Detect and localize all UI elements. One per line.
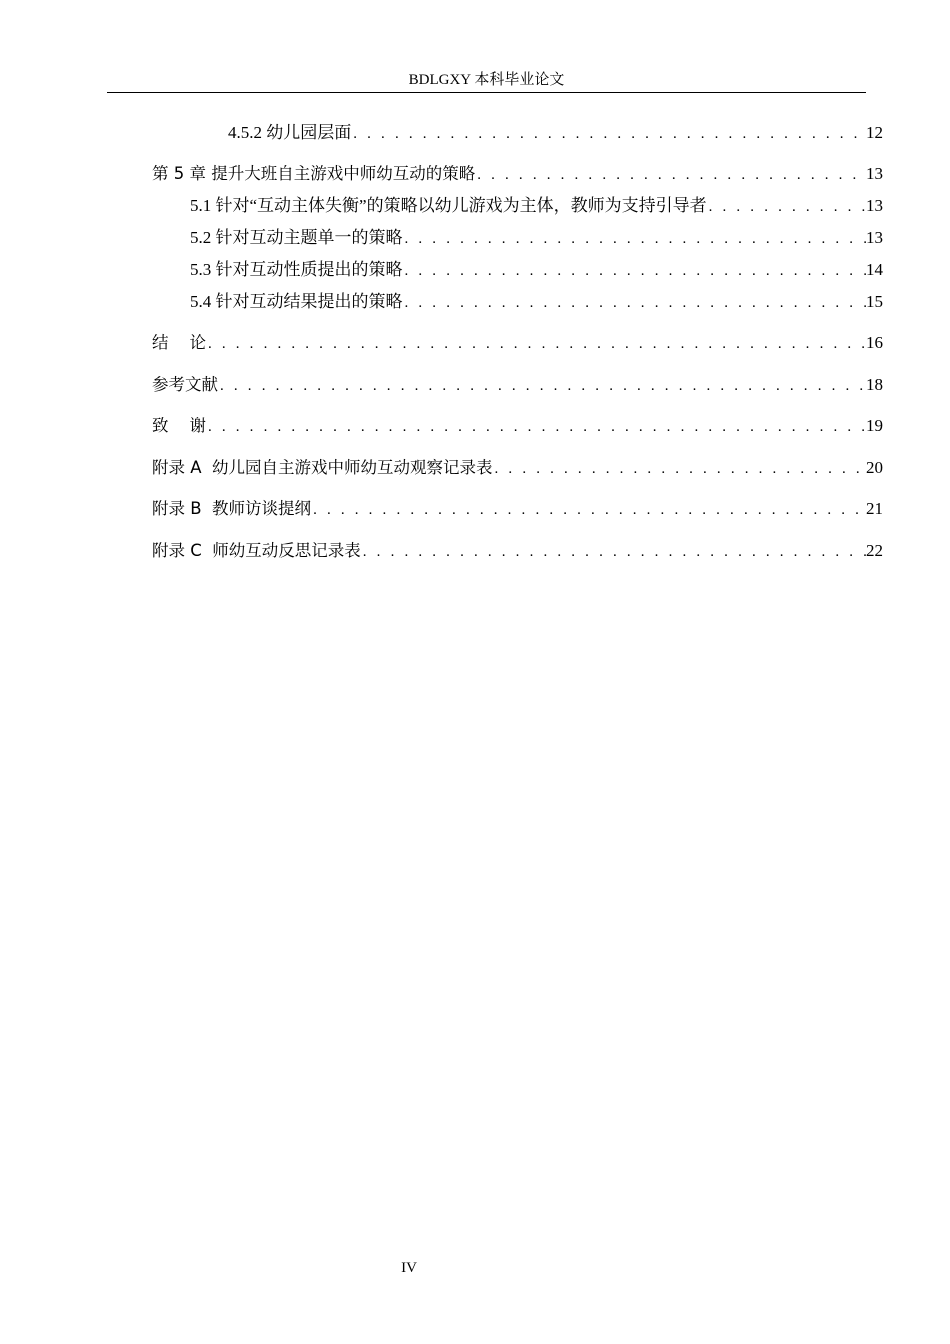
toc-entry-page: 19 — [866, 416, 883, 435]
toc-entry-label: 附录 C 师幼互动反思记录表 — [152, 541, 361, 560]
toc-entry-page: 22 — [866, 541, 883, 560]
toc-entry-appendix-b[interactable] — [152, 497, 883, 521]
toc-entry-label: 5.2 针对互动主题单一的策略 — [190, 228, 403, 247]
toc-dot-leader — [218, 374, 866, 398]
toc-dot-leader — [403, 227, 867, 251]
toc-dot-leader — [206, 415, 866, 439]
toc-entry-5-2[interactable] — [190, 226, 883, 250]
toc-dot-leader — [403, 259, 867, 283]
toc-entry-page: 15 — [866, 292, 883, 311]
toc-entry-appendix-c[interactable] — [152, 539, 883, 563]
toc-entry-page: 14 — [866, 260, 883, 279]
toc-entry-5-1[interactable] — [190, 194, 883, 218]
toc-entry-4-5-2[interactable] — [228, 121, 883, 145]
toc-entry-label: 结 论 — [152, 333, 206, 352]
toc-entry-page: 20 — [866, 458, 883, 477]
toc-dot-leader — [493, 457, 866, 481]
toc-entry-page: 21 — [866, 499, 883, 518]
toc-entry-label: 4.5.2 幼儿园层面 — [228, 123, 352, 142]
toc-entry-label: 附录 A 幼儿园自主游戏中师幼互动观察记录表 — [152, 458, 493, 477]
toc-dot-leader — [475, 163, 866, 187]
toc-entry-label: 5.3 针对互动性质提出的策略 — [190, 260, 403, 279]
header-title: BDLGXY 本科毕业论文 — [408, 72, 565, 88]
toc-dot-leader — [311, 498, 866, 522]
toc-entry-appendix-a[interactable] — [152, 456, 883, 480]
page-number: IV — [401, 1260, 417, 1276]
toc-dot-leader — [361, 540, 866, 564]
toc-entry-references[interactable] — [152, 373, 883, 397]
toc-entry-acknowledgements[interactable] — [152, 414, 883, 438]
toc-entry-label: 参考文献 — [152, 375, 218, 394]
toc-dot-leader — [206, 332, 866, 356]
toc-entry-5-3[interactable] — [190, 258, 883, 282]
toc-entry-label: 第 5 章 提升大班自主游戏中师幼互动的策略 — [152, 164, 476, 183]
toc-entry-page: 16 — [866, 333, 883, 352]
toc-entry-label: 5.1 针对“互动主体失衡”的策略以幼儿游戏为主体，教师为支持引导者 — [190, 196, 707, 215]
toc-entry-conclusion[interactable] — [152, 331, 883, 355]
toc-entry-chapter-5[interactable] — [152, 162, 883, 186]
toc-dot-leader — [707, 195, 866, 219]
toc-entry-5-4[interactable] — [190, 290, 883, 314]
toc-entry-page: 13 — [866, 196, 883, 215]
toc-entry-page: 13 — [866, 164, 883, 183]
toc-entry-label: 5.4 针对互动结果提出的策略 — [190, 292, 403, 311]
toc-entry-label: 附录 B 教师访谈提纲 — [152, 499, 312, 518]
toc-entry-page: 13 — [866, 228, 883, 247]
toc-entry-page: 18 — [866, 375, 883, 394]
toc-dot-leader — [403, 291, 867, 315]
toc-entry-label: 致 谢 — [152, 416, 206, 435]
toc-entry-page: 12 — [866, 123, 883, 142]
page-footer — [0, 1258, 818, 1278]
page-header — [107, 70, 866, 93]
toc-dot-leader — [351, 122, 866, 146]
